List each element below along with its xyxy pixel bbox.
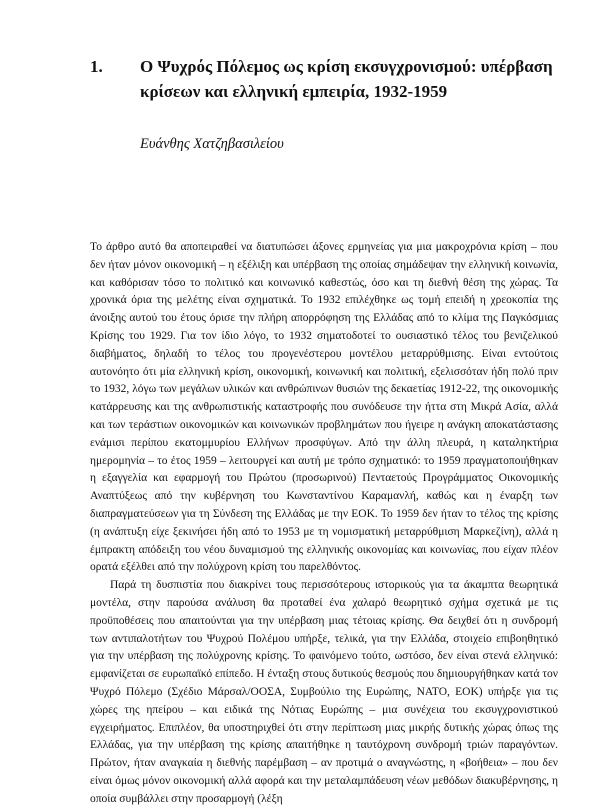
body-paragraph: Το άρθρο αυτό θα αποπειραθεί να διατυπώσει άξονες ερμηνείας για μια μακροχρόνια κρίση – που δεν ήταν μόνον οικονομική – η εξέλιξη και υπέρβαση της οποίας σημάδεψαν την ελληνική κοινωνία, και καθόρισαν τόσο το πολιτικό και κοινωνικό καθεστώς, όσο και τη διεθνή θέση της χώρας. Τα χρονικά όρια της μελέτης είναι σχηματικά. Το 1932 επιλέχθηκε ως τομή επειδή η χρεοκοπία της άνοιξης αυτού του έτους όρισε την πλήρη απορρόφηση της Ελλάδας από το κλίμα της Παγκόσμιας Κρίσης του 1929. Για τον ίδιο λόγο, το 1932 σηματοδοτεί το ουσιαστικό τέλος του βενιζελικού διαβήματος, δηλαδή το τέλος του προγενέστερου μοντέλου μεταρρύθμισης. Είναι εντούτοις αυτονόητο ότι μία ελληνική κρίση, οικονομική, κοινωνική και πολιτική, εξελισσόταν ήδη πολύ πριν το 1932, λόγω των μεγάλων υλικών και ανθρώπινων θυσιών της δεκαετίας 1912-22, της οικονομικής κατάρρευσης και της ανθρωπιστικής καταστροφής που συνόδευσε την ήττα στη Μικρά Ασία, αλλά και των τεράστιων οικονομικών και κοινωνικών προβλημάτων που ήγειρε η ανάγκη αποκατάστασης ενάμισι περίπου εκατομμυρίου Ελλήνων προσφύγων. Από την άλλη πλευρά, η καταληκτήρια ημερομηνία – το έτος 1959 – λειτουργεί και αυτή με τρόπο σχηματικό: το 1959 πραγματοποιήθηκαν η εξαγγελία και εφαρμογή του Πρώτου (προσωρινού) Πενταετούς Προγράμματος Οικονομικής Αναπτύξεως από την κυβέρνηση του Κωνσταντίνου Καραμανλή, καθώς και η έναρξη των διαπραγματεύσεων για τη Σύνδεση της Ελλάδας με την ΕΟΚ. Το 1959 δεν ήταν το τέλος της κρίσης (η ανάπτυξη είχε ξεκινήσει ήδη από το 1953 με τη νομισματική μεταρρύθμιση Μαρκεζίνη), αλλά η έμπρακτη απόδειξη του νέου δυναμισμού της ελληνικής οικονομίας και κοινωνίας, που είχαν πλέον ορατά εξέλθει από την πολύχρονη κρίση του παρελθόντος. <box>90 241 558 574</box>
body-paragraph: Παρά τη δυσπιστία που διακρίνει τους περισσότερους ιστορικούς για τα άκαμπτα θεωρητικά μοντέλα, στην παρούσα ανάλυση θα προταθεί ένα χαλαρό θεωρητικό σχήμα σχετικά με τις προϋποθέσεις που απαιτούνται για την υπέρβαση μιας τέτοιας κρίσης. Θα δειχθεί ότι η συνδρομή των αντιπαλοτήτων του Ψυχρού Πολέμου υπήρξε, τελικά, για την Ελλάδα, στοιχείο επιβοηθητικό για την υπέρβαση της πολύχρονης κρίσης. Το φαινόμενο τούτο, ωστόσο, δεν είναι στενά ελληνικό: εμφανίζεται σε ευρωπαϊκό επίπεδο. Η ένταξη στους δυτικούς θεσμούς που δημιουργήθηκαν κατά τον Ψυχρό Πόλεμο (Σχέδιο Μάρσαλ/ΟΟΣΑ, Συμβούλιο της Ευρώπης, ΝΑΤΟ, ΕΟΚ) υπήρξε για τις χώρες της ηπείρου – και ειδικά της Νότιας Ευρώπης – μια συνέχεια του εκσυγχρονιστικού εγχειρήματος. Επιπλέον, θα υποστηριχθεί ότι στην περίπτωση μιας μικρής δυτικής χώρας όπως της Ελλάδας, για την υπέρβαση της κρίσης απαιτήθηκε η ταυτόχρονη συνδρομή τριών παραγόντων. Πρώτον, ήταν αναγκαία η διεθνής παρέμβαση – αν προτιμά ο αναγνώστης, η «βοήθεια» – που δεν είναι όμως μόνον οικονομική αλλά αφορά και την μεταλαμπάδευση νέων μεθόδων διακυβέρνησης, η οποία συμβάλλει στην προσαρμογή (λέξη <box>90 579 558 805</box>
chapter-number: 1. <box>90 57 103 76</box>
article-body <box>90 239 558 809</box>
chapter-title: Ο Ψυχρός Πόλεμος ως κρίση εκσυγχρονισμού: υπέρβαση κρίσεων και ελληνική εμπειρία, 1932-1959 <box>140 57 553 101</box>
author-name: Ευάνθης Χατζηβασιλείου <box>140 136 284 152</box>
